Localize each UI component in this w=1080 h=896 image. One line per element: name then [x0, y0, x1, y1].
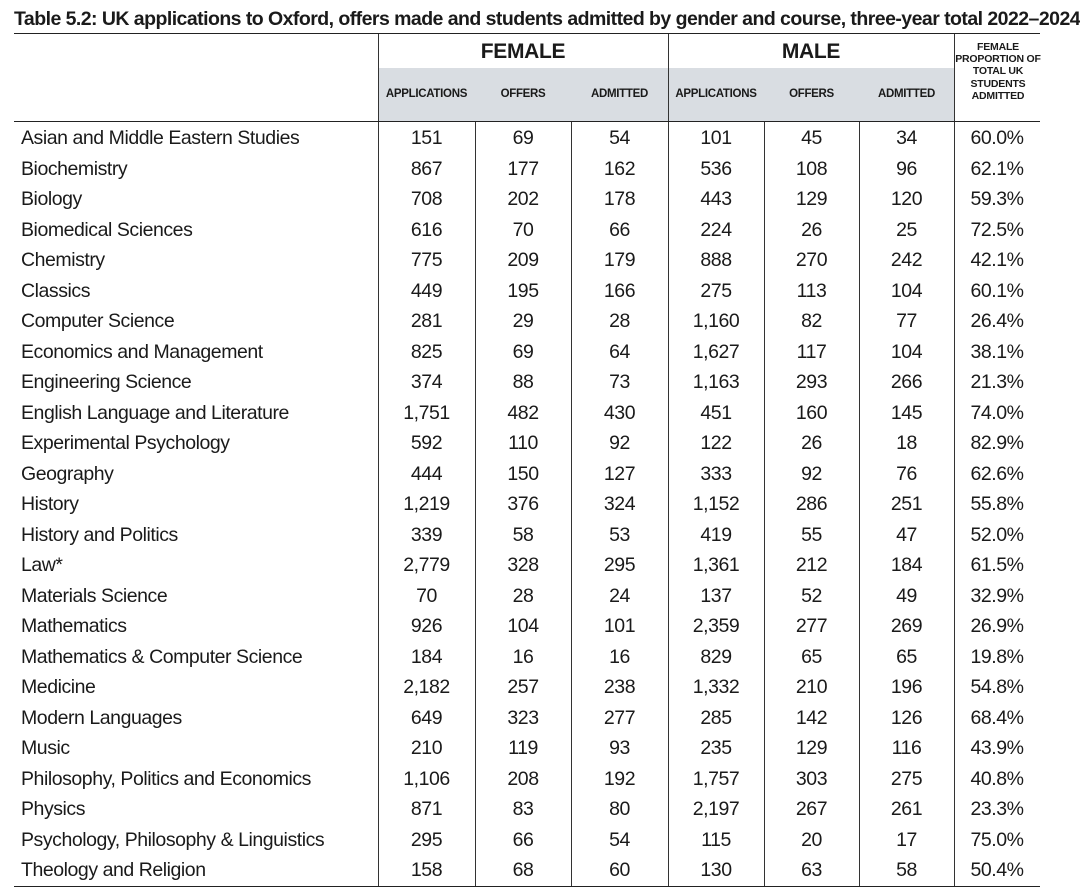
table-title: Table 5.2: UK applications to Oxford, offers made and students admitted by gender and course, three-year total 2022–2024: [14, 8, 1080, 30]
male-offers-cell: 117: [796, 340, 827, 363]
female-admitted-cell: 54: [609, 828, 630, 851]
male-admitted-cell: 275: [890, 767, 923, 790]
female-applications-cell: 449: [410, 279, 443, 302]
female-admitted-cell: 16: [609, 645, 630, 668]
female-admitted-cell: 324: [603, 493, 636, 515]
male-offers-cell: 26: [801, 432, 822, 454]
female-offers-cell: 150: [507, 462, 539, 485]
male-applications-cell: 130: [700, 859, 732, 881]
male-applications-cell: 137: [700, 584, 732, 607]
course-name-cell: Music: [21, 737, 70, 759]
table-row: [14, 123, 1040, 154]
female-applications-cell: 708: [410, 188, 443, 210]
table-row: [14, 611, 1040, 642]
female-admitted-cell: 64: [609, 340, 630, 363]
female-applications-cell: 70: [416, 584, 437, 607]
male-offers-cell: 113: [796, 279, 827, 302]
female-admitted-cell: 28: [609, 310, 630, 332]
male-admitted-cell: 242: [890, 249, 923, 271]
male-offers-cell: 293: [795, 371, 828, 393]
course-name-cell: Economics and Management: [21, 340, 263, 363]
male-applications-cell: 1,152: [692, 493, 740, 515]
male-offers-cell: 129: [795, 737, 828, 759]
male-applications-cell: 443: [700, 188, 732, 210]
female-admitted-cell: 101: [603, 615, 636, 637]
male-applications-cell: 285: [700, 706, 732, 729]
female-admitted-cell: 192: [603, 767, 636, 790]
female-applications-cell: 1,106: [403, 767, 450, 790]
female-applications-cell: 184: [410, 645, 443, 668]
group-header-female: FEMALE: [480, 40, 566, 63]
col-header-male-offers: OFFERS: [789, 88, 834, 100]
female-proportion-cell: 61.5%: [970, 554, 1024, 576]
female-applications-cell: 374: [410, 371, 443, 393]
female-proportion-cell: 38.1%: [970, 340, 1024, 363]
female-applications-cell: 926: [410, 615, 443, 637]
female-proportion-cell: 62.1%: [970, 157, 1024, 180]
female-offers-cell: 208: [507, 767, 539, 790]
table-row: [14, 703, 1040, 734]
male-applications-cell: 1,361: [692, 554, 740, 576]
female-proportion-cell: 72.5%: [970, 218, 1024, 241]
male-admitted-cell: 266: [890, 371, 923, 393]
male-applications-cell: 224: [700, 218, 732, 241]
female-proportion-cell: 52.0%: [970, 523, 1024, 546]
female-offers-cell: 28: [512, 584, 534, 607]
table-row: [14, 520, 1040, 551]
male-applications-cell: 2,197: [692, 798, 740, 820]
male-applications-cell: 333: [700, 462, 732, 485]
table-row: [14, 367, 1040, 398]
female-admitted-cell: 93: [609, 737, 630, 759]
male-admitted-cell: 17: [896, 828, 917, 851]
female-admitted-cell: 295: [603, 554, 636, 576]
male-offers-cell: 52: [801, 584, 822, 607]
course-name-cell: Computer Science: [21, 310, 175, 332]
course-name-cell: Law*: [21, 554, 63, 576]
male-offers-cell: 142: [795, 706, 828, 729]
course-name-cell: Medicine: [21, 676, 96, 698]
female-applications-cell: 649: [410, 706, 443, 729]
male-applications-cell: 122: [700, 432, 732, 454]
female-admitted-cell: 238: [603, 676, 636, 698]
table-row: [14, 245, 1040, 276]
female-offers-cell: 257: [507, 676, 539, 698]
female-applications-cell: 210: [410, 737, 443, 759]
male-admitted-cell: 251: [890, 493, 923, 515]
female-offers-cell: 119: [508, 737, 538, 759]
course-name-cell: Geography: [21, 462, 114, 485]
col-header-male-applications: APPLICATIONS: [675, 88, 757, 100]
table-row: [14, 215, 1040, 246]
female-offers-cell: 195: [507, 279, 539, 302]
female-applications-cell: 339: [410, 523, 443, 546]
female-admitted-cell: 53: [609, 523, 630, 546]
female-offers-cell: 482: [507, 401, 539, 424]
table-row: [14, 581, 1040, 612]
table-row: [14, 642, 1040, 673]
col-header-female-offers: OFFERS: [500, 88, 546, 100]
table-row: [14, 672, 1040, 703]
course-name-cell: Mathematics & Computer Science: [21, 645, 303, 668]
female-offers-cell: 209: [507, 249, 539, 271]
table-row: [14, 459, 1040, 490]
male-admitted-cell: 261: [890, 798, 923, 820]
female-applications-cell: 281: [410, 310, 443, 332]
female-proportion-cell: 23.3%: [970, 798, 1024, 820]
male-offers-cell: 63: [801, 859, 822, 881]
male-admitted-cell: 126: [890, 706, 923, 729]
female-admitted-cell: 178: [603, 188, 636, 210]
table-row: [14, 550, 1040, 581]
female-applications-cell: 1,219: [403, 493, 450, 515]
header-rule: [14, 121, 1040, 122]
female-offers-cell: 68: [512, 859, 534, 881]
female-offers-cell: 70: [512, 218, 534, 241]
course-name-cell: Mathematics: [21, 615, 127, 637]
table-row: [14, 184, 1040, 215]
course-name-cell: Physics: [21, 798, 86, 820]
header-female-proportion: FEMALE PROPORTION OF TOTAL UK STUDENTS ADMITTED: [955, 41, 1041, 102]
male-offers-cell: 267: [795, 798, 828, 820]
course-name-cell: Materials Science: [21, 584, 168, 607]
female-offers-cell: 323: [507, 706, 539, 729]
course-name-cell: Biomedical Sciences: [21, 218, 193, 241]
female-proportion-cell: 68.4%: [970, 706, 1024, 729]
course-name-cell: Classics: [21, 279, 90, 302]
course-name-cell: Asian and Middle Eastern Studies: [21, 127, 300, 149]
male-applications-cell: 1,627: [692, 340, 740, 363]
male-admitted-cell: 145: [890, 401, 923, 424]
female-admitted-cell: 179: [603, 249, 636, 271]
male-applications-cell: 829: [700, 645, 732, 668]
table-row: [14, 398, 1040, 429]
male-offers-cell: 277: [795, 615, 828, 637]
male-admitted-cell: 34: [896, 127, 917, 149]
course-name-cell: Philosophy, Politics and Economics: [21, 767, 311, 790]
male-offers-cell: 26: [801, 218, 822, 241]
male-admitted-cell: 58: [896, 859, 917, 881]
male-admitted-cell: 104: [890, 340, 923, 363]
course-name-cell: Modern Languages: [21, 706, 182, 729]
female-proportion-cell: 60.1%: [970, 279, 1024, 302]
group-header-male: MALE: [781, 40, 841, 63]
female-proportion-cell: 50.4%: [970, 859, 1024, 881]
table-row: [14, 764, 1040, 795]
female-proportion-cell: 43.9%: [970, 737, 1024, 759]
female-applications-cell: 616: [410, 218, 443, 241]
male-offers-cell: 212: [795, 554, 828, 576]
female-proportion-cell: 82.9%: [970, 432, 1024, 454]
female-offers-cell: 58: [512, 523, 534, 546]
col-header-female-admitted: ADMITTED: [590, 88, 648, 100]
female-applications-cell: 592: [410, 432, 443, 454]
male-admitted-cell: 77: [896, 310, 917, 332]
male-admitted-cell: 120: [890, 188, 923, 210]
male-offers-cell: 303: [795, 767, 828, 790]
female-applications-cell: 2,182: [403, 676, 450, 698]
female-offers-cell: 177: [507, 157, 539, 180]
female-offers-cell: 83: [512, 798, 534, 820]
female-proportion-cell: 26.4%: [970, 310, 1024, 332]
course-name-cell: English Language and Literature: [21, 401, 289, 424]
male-applications-cell: 419: [700, 523, 732, 546]
male-offers-cell: 55: [801, 523, 822, 546]
female-admitted-cell: 127: [603, 462, 636, 485]
female-applications-cell: 444: [410, 462, 443, 485]
table-body: [14, 123, 1040, 886]
female-proportion-cell: 21.3%: [970, 371, 1024, 393]
female-offers-cell: 29: [512, 310, 534, 332]
male-offers-cell: 20: [801, 828, 822, 851]
female-admitted-cell: 54: [609, 127, 630, 149]
table-row: [14, 825, 1040, 856]
female-applications-cell: 295: [410, 828, 443, 851]
female-admitted-cell: 73: [609, 371, 630, 393]
table-row: [14, 337, 1040, 368]
male-offers-cell: 286: [795, 493, 828, 515]
table-row: [14, 306, 1040, 337]
course-name-cell: Biochemistry: [21, 157, 128, 180]
female-admitted-cell: 80: [609, 798, 630, 820]
female-offers-cell: 202: [507, 188, 539, 210]
course-name-cell: History: [21, 493, 79, 515]
male-applications-cell: 536: [700, 157, 732, 180]
col-header-male-admitted: ADMITTED: [877, 88, 935, 100]
male-offers-cell: 65: [801, 645, 822, 668]
female-applications-cell: 151: [410, 127, 443, 149]
female-applications-cell: 871: [410, 798, 443, 820]
male-applications-cell: 451: [700, 401, 732, 424]
female-proportion-cell: 55.8%: [970, 493, 1024, 515]
course-name-cell: Chemistry: [21, 249, 105, 271]
female-admitted-cell: 92: [609, 432, 630, 454]
table-row: [14, 428, 1040, 459]
table-row: [14, 489, 1040, 520]
female-proportion-cell: 32.9%: [970, 584, 1024, 607]
female-applications-cell: 1,751: [403, 401, 450, 424]
male-applications-cell: 1,757: [692, 767, 740, 790]
table-row: [14, 855, 1040, 886]
table-row: [14, 276, 1040, 307]
female-offers-cell: 88: [512, 371, 534, 393]
male-admitted-cell: 49: [896, 584, 917, 607]
table-row: [14, 733, 1040, 764]
male-offers-cell: 82: [801, 310, 822, 332]
male-admitted-cell: 76: [896, 462, 917, 485]
male-admitted-cell: 269: [890, 615, 923, 637]
male-admitted-cell: 47: [896, 523, 917, 546]
female-admitted-cell: 66: [609, 218, 630, 241]
table-row: [14, 154, 1040, 185]
female-proportion-cell: 54.8%: [970, 676, 1024, 698]
male-applications-cell: 275: [700, 279, 732, 302]
female-applications-cell: 867: [410, 157, 443, 180]
male-admitted-cell: 25: [896, 218, 917, 241]
female-applications-cell: 775: [410, 249, 443, 271]
male-admitted-cell: 184: [890, 554, 923, 576]
male-applications-cell: 1,160: [692, 310, 740, 332]
male-admitted-cell: 96: [896, 157, 917, 180]
male-applications-cell: 101: [700, 127, 732, 149]
male-admitted-cell: 65: [896, 645, 917, 668]
female-offers-cell: 69: [512, 127, 534, 149]
male-applications-cell: 235: [700, 737, 732, 759]
course-name-cell: Biology: [21, 188, 82, 210]
female-proportion-cell: 62.6%: [970, 462, 1024, 485]
female-proportion-cell: 59.3%: [970, 188, 1024, 210]
male-offers-cell: 270: [795, 249, 828, 271]
female-offers-cell: 69: [512, 340, 534, 363]
male-admitted-cell: 104: [890, 279, 923, 302]
female-admitted-cell: 430: [603, 401, 636, 424]
col-header-female-applications: APPLICATIONS: [385, 88, 468, 100]
female-admitted-cell: 166: [603, 279, 636, 302]
female-admitted-cell: 24: [609, 584, 630, 607]
female-proportion-cell: 42.1%: [970, 249, 1024, 271]
table-row: [14, 794, 1040, 825]
female-offers-cell: 104: [507, 615, 539, 637]
female-applications-cell: 2,779: [403, 554, 450, 576]
male-applications-cell: 1,163: [692, 371, 740, 393]
female-proportion-cell: 40.8%: [970, 767, 1024, 790]
female-applications-cell: 825: [410, 340, 443, 363]
male-offers-cell: 129: [795, 188, 828, 210]
title-rule: [14, 33, 1040, 34]
male-admitted-cell: 18: [896, 432, 917, 454]
male-offers-cell: 210: [795, 676, 828, 698]
female-proportion-cell: 60.0%: [970, 127, 1024, 149]
course-name-cell: Engineering Science: [21, 371, 192, 393]
female-proportion-cell: 26.9%: [970, 615, 1024, 637]
male-admitted-cell: 196: [890, 676, 923, 698]
female-applications-cell: 158: [410, 859, 443, 881]
female-offers-cell: 16: [512, 645, 534, 668]
female-offers-cell: 110: [508, 432, 538, 454]
male-offers-cell: 45: [801, 127, 822, 149]
male-offers-cell: 160: [795, 401, 828, 424]
course-name-cell: History and Politics: [21, 523, 178, 546]
male-offers-cell: 108: [795, 157, 828, 180]
female-offers-cell: 66: [512, 828, 534, 851]
course-name-cell: Psychology, Philosophy & Linguistics: [21, 828, 325, 851]
male-offers-cell: 92: [801, 462, 822, 485]
bottom-rule: [14, 886, 1040, 887]
female-proportion-cell: 19.8%: [970, 645, 1024, 668]
male-applications-cell: 888: [700, 249, 732, 271]
female-admitted-cell: 162: [603, 157, 636, 180]
course-name-cell: Theology and Religion: [21, 859, 206, 881]
male-admitted-cell: 116: [891, 737, 922, 759]
female-offers-cell: 376: [507, 493, 539, 515]
female-offers-cell: 328: [507, 554, 539, 576]
female-admitted-cell: 60: [609, 859, 630, 881]
male-applications-cell: 2,359: [692, 615, 740, 637]
male-applications-cell: 1,332: [692, 676, 740, 698]
female-proportion-cell: 75.0%: [970, 828, 1024, 851]
course-name-cell: Experimental Psychology: [21, 432, 230, 454]
male-applications-cell: 115: [701, 828, 731, 851]
female-proportion-cell: 74.0%: [970, 401, 1024, 424]
female-admitted-cell: 277: [603, 706, 636, 729]
